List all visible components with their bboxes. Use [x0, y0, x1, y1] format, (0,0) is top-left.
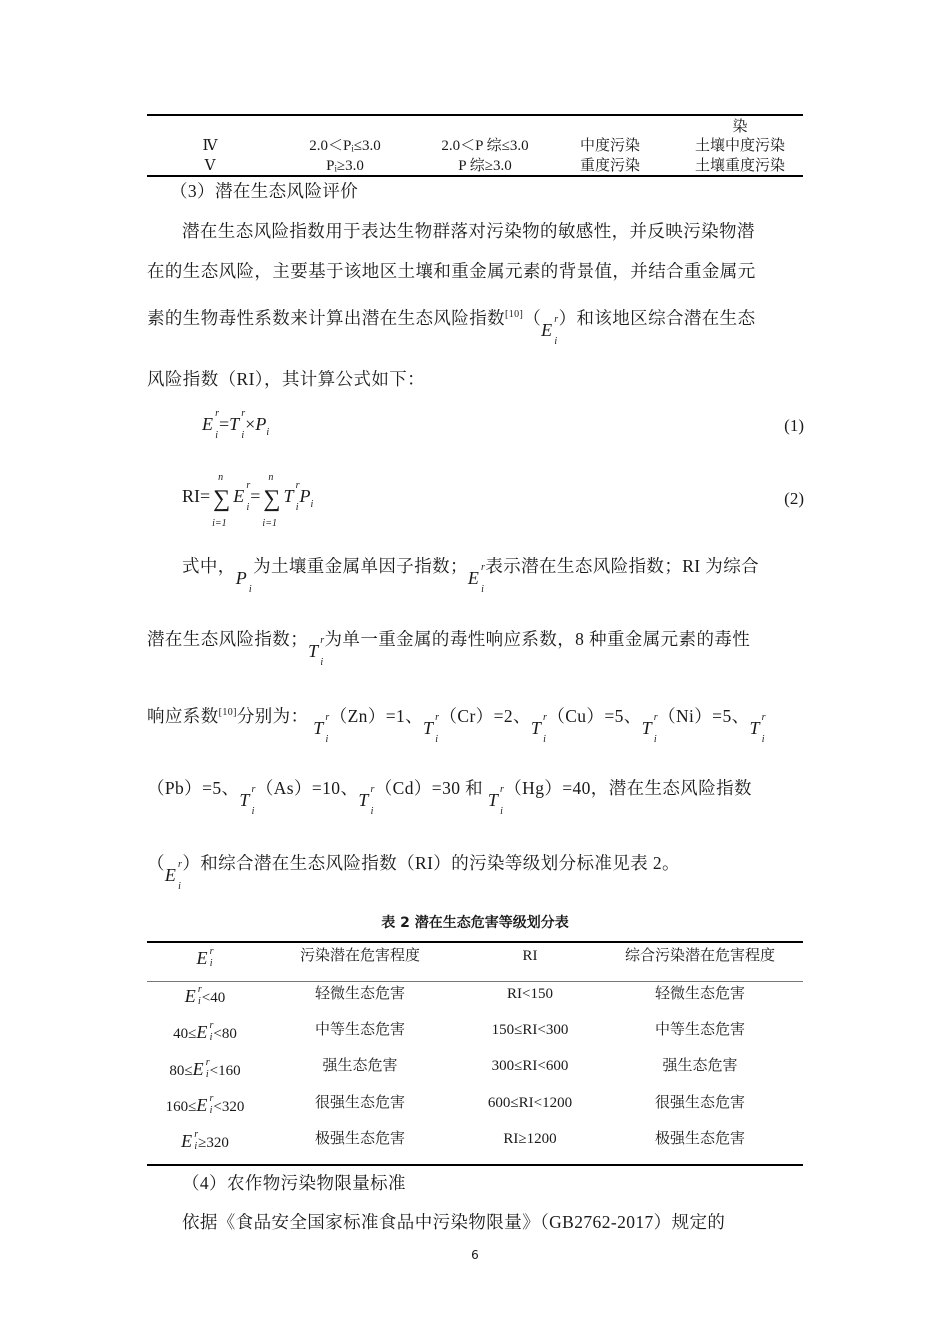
table1-level: Ⅴ — [204, 158, 216, 174]
text: （ — [523, 308, 542, 328]
table2-er-range: 40≤E r i <80 — [173, 1020, 237, 1043]
table1-grade: 重度污染 — [579, 158, 640, 174]
table2-ri: 150≤RI<300 — [491, 1022, 569, 1038]
table2-ri: 600≤RI<1200 — [487, 1095, 573, 1111]
table2-ri: 300≤RI<600 — [491, 1058, 569, 1074]
table1-single-index: 2.0＜Pᵢ≤3.0 — [309, 138, 381, 154]
table2-er-range: E r i ≥320 — [181, 1129, 229, 1152]
table2-composite: 中等生态危害 — [654, 1022, 745, 1038]
paragraph-line: 风险指数（RI），其计算公式如下： — [147, 369, 426, 389]
table2-degree: 很强生态危害 — [314, 1095, 405, 1111]
table2-header-degree: 污染潜在危害程度 — [299, 948, 420, 964]
table1-single-index: Pᵢ≥3.0 — [326, 158, 364, 174]
math-e-i-r: E r i — [541, 314, 559, 347]
table2-ri: RI<150 — [507, 986, 553, 1002]
table2-degree: 中等生态危害 — [314, 1022, 405, 1038]
equation-2: RI= ∑ n i=1 E r i = ∑ n i=1 T r i $P_i$ — [182, 472, 314, 529]
table2-composite: 极强生态危害 — [654, 1131, 745, 1147]
equation-2-number: (2) — [784, 489, 804, 508]
paragraph-line: 在的生态风险，主要基于该地区土壤和重金属元素的背景值，并结合重金属元 — [147, 261, 756, 281]
table1-level: Ⅳ — [202, 138, 218, 154]
table2-composite: 轻微生态危害 — [654, 986, 745, 1002]
table2-composite: 很强生态危害 — [654, 1095, 745, 1111]
section3-heading: （3）潜在生态风险评价 — [170, 181, 359, 201]
table2-header-composite: 综合污染潜在危害程度 — [624, 948, 775, 964]
math-p-i: P i — [235, 568, 253, 595]
table2-header-ri: RI — [522, 948, 538, 964]
table2-header-er: E r i — [196, 946, 214, 969]
table1-continued-cell: 染 — [732, 119, 748, 135]
text: ）和该地区综合潜在生态 — [558, 308, 756, 328]
paragraph-line: （E r i ）和综合潜在生态风险指数（RI）的污染等级划分标准见表 2。 — [147, 853, 680, 892]
text: 素的生物毒性系数来计算出潜在生态风险指数 — [147, 308, 505, 328]
equation-1-number: (1) — [784, 416, 804, 435]
equation-1: E r i =T r i $\times P_i$ — [202, 408, 270, 441]
math-t-i-r: T r i — [308, 635, 325, 668]
table1-top-rule — [147, 114, 803, 116]
sum-symbol: ∑ n i=1 — [212, 472, 231, 529]
page-number: 6 — [471, 1248, 479, 1262]
table2-bottom-rule — [147, 1164, 803, 1166]
paragraph-line — [147, 305, 807, 347]
section4-heading: （4）农作物污染物限量标准 — [182, 1173, 406, 1193]
table2-top-rule — [147, 941, 803, 943]
table2-caption: 表 2 潜在生态危害等级划分表 — [381, 915, 569, 931]
table2-header-rule — [147, 981, 803, 982]
paragraph-line: （Pb）=5、T r i （As）=10、T r i （Cd）=30 和 T r i （Hg）=40，潜在生态风险指数 — [147, 778, 752, 817]
table2-er-range: 80≤E r i <160 — [169, 1057, 241, 1080]
paragraph-line: 潜在生态风险指数用于表达生物群落对污染物的敏感性，并反映污染物潜 — [182, 221, 755, 241]
table1-composite-index: 2.0＜P 综≤3.0 — [441, 138, 529, 154]
table2-degree: 轻微生态危害 — [314, 986, 405, 1002]
table1-bottom-rule — [147, 175, 803, 177]
table1-description: 土壤重度污染 — [694, 158, 785, 174]
sum-symbol: ∑ n i=1 — [262, 472, 281, 529]
math-e-i-r: E r i — [467, 562, 486, 595]
paragraph-line: 潜在生态风险指数；T r i 为单一重金属的毒性响应系数，8 种重金属元素的毒性 — [147, 629, 751, 668]
table1-description: 土壤中度污染 — [694, 138, 785, 154]
paragraph-line: 依据《食品安全国家标准食品中污染物限量》（GB2762-2017）规定的 — [182, 1212, 726, 1232]
table2-er-range: 160≤E r i <320 — [165, 1093, 245, 1116]
table1-grade: 中度污染 — [579, 138, 640, 154]
table2-degree: 强生态危害 — [322, 1058, 398, 1074]
table2-ri: RI≥1200 — [503, 1131, 557, 1147]
paragraph-line: 式中，P i 为土壤重金属单因子指数；E r i 表示潜在生态风险指数；RI 为综合 — [182, 556, 760, 595]
table2-degree: 极强生态危害 — [314, 1131, 405, 1147]
citation-ref: [10] — [505, 309, 524, 320]
paragraph-line: 响应系数[10]分别为： T r i （Zn）=1、T r i （Cr）=2、T r i （Cu）=5、T r i （Ni）=5、T r i — [147, 706, 766, 745]
table2-er-range: E r i <40 — [184, 984, 226, 1007]
table2-composite: 强生态危害 — [662, 1058, 738, 1074]
table1-composite-index: P 综≥3.0 — [458, 158, 512, 174]
